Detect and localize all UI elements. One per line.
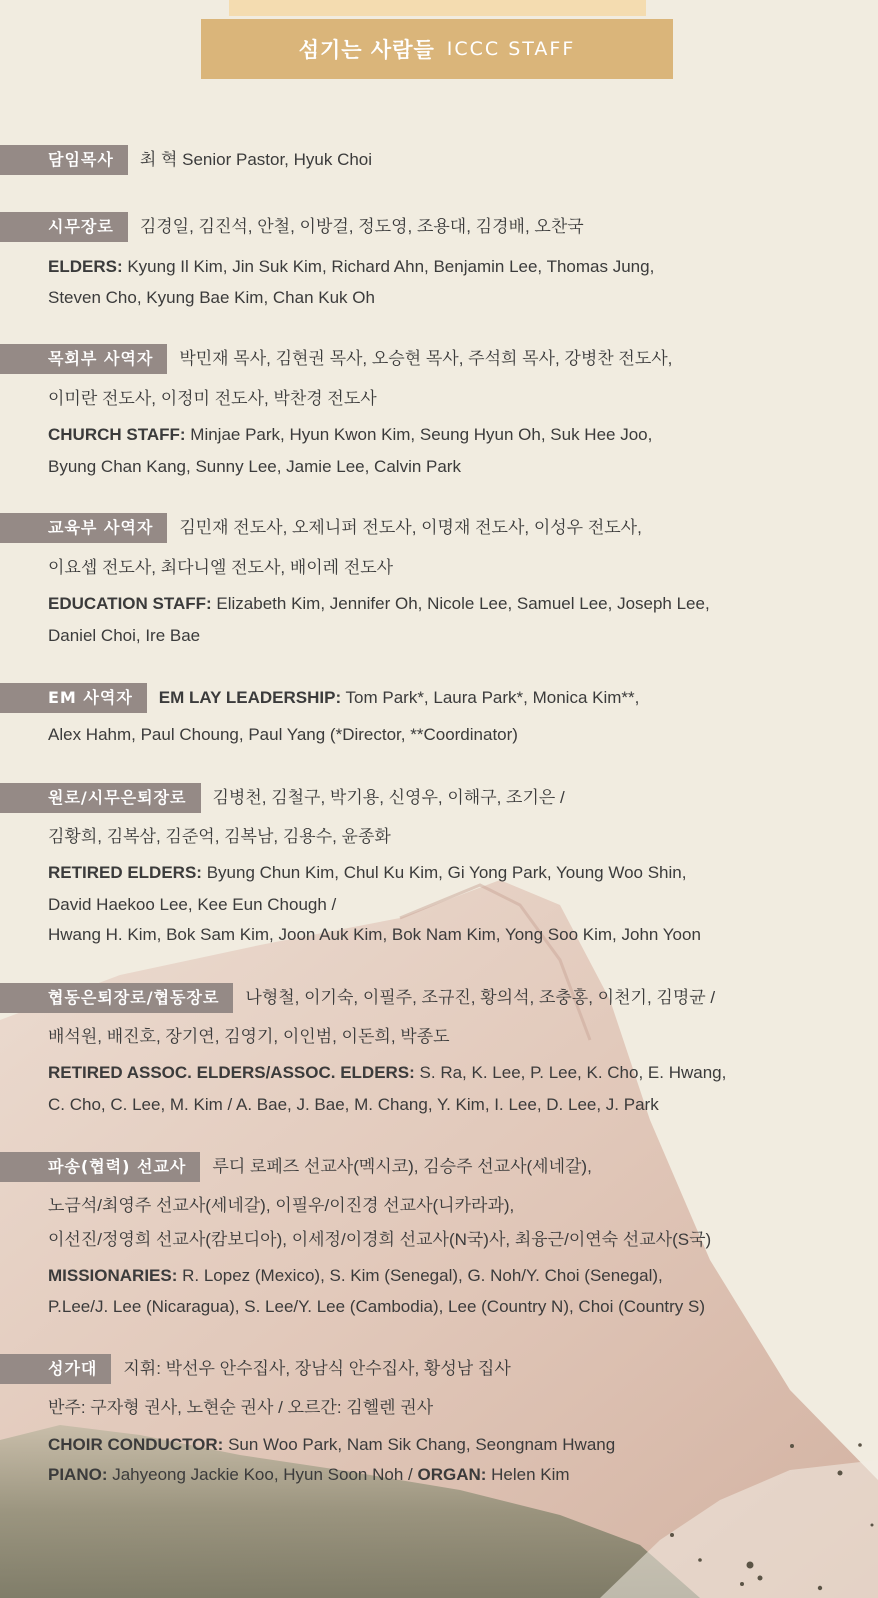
names-text: Daniel Choi, Ire Bae [48,626,201,645]
names-text: 나형철, 이기숙, 이필주, 조규진, 황의석, 조충홍, 이천기, 김명균 / [245,988,716,1007]
page-title-korean: 섬기는 사람들 [298,38,435,62]
names-text: Minjae Park, Hyun Kwon Kim, Seung Hyun Oh, Suk Hee Joo, [185,425,653,444]
section-line [48,858,686,888]
section-line [48,420,652,450]
names-text: 최 혁 Senior Pastor, Hyuk Choi [139,150,373,169]
english-role-label: RETIRED ASSOC. ELDERS/ASSOC. ELDERS: [48,1063,415,1082]
english-role-label: CHOIR CONDUCTOR: [48,1435,224,1454]
section-line [48,1191,514,1221]
section-label: 담임목사 [0,145,128,175]
section-line [48,553,393,583]
names-text: R. Lopez (Mexico), S. Kim (Senegal), G. Noh/Y. Choi (Senegal), [177,1266,663,1285]
english-role-label: ELDERS: [48,257,123,276]
section-line [48,621,200,651]
names-text: 김경일, 김진석, 안철, 이방걸, 정도영, 조용대, 김경배, 오찬국 [139,217,584,236]
names-text: 박민재 목사, 김현권 목사, 오승현 목사, 주석희 목사, 강병찬 전도사, [179,349,673,368]
english-role-label: CHURCH STAFF: [48,425,186,444]
section-label: 성가대 [0,1354,111,1384]
section-line [0,1354,511,1384]
section-line [48,452,461,482]
section-line [48,1090,659,1120]
section-label: EM 사역자 [0,683,147,713]
section-line [0,145,372,175]
english-role-label: ORGAN: [417,1465,487,1484]
section-line [0,683,639,713]
section-label: 시무장로 [0,212,128,242]
section-label: 목회부 사역자 [0,344,167,374]
names-text: Kyung Il Kim, Jin Suk Kim, Richard Ahn, Benjamin Lee, Thomas Jung, [122,257,655,276]
section-line [48,1022,450,1052]
section-line [48,920,701,950]
section-line [48,822,391,852]
section-label: 파송(협력) 선교사 [0,1152,200,1182]
section-line [0,344,672,374]
section-line [48,589,710,619]
names-text: 반주: 구자형 권사, 노현순 권사 / 오르간: 김헬렌 권사 [48,1398,434,1417]
section-line [48,890,336,920]
section-line [48,1292,705,1322]
section-label: 원로/시무은퇴장로 [0,783,201,813]
names-text: Jahyeong Jackie Koo, Hyun Soon Noh / [107,1465,418,1484]
names-text: 지휘: 박선우 안수집사, 장남식 안수집사, 황성남 집사 [123,1359,511,1378]
section-label: 협동은퇴장로/협동장로 [0,983,233,1013]
names-text: 배석원, 배진호, 장기연, 김영기, 이인범, 이돈희, 박종도 [48,1027,450,1046]
names-text: David Haekoo Lee, Kee Eun Chough / [48,895,337,914]
names-text: Elizabeth Kim, Jennifer Oh, Nicole Lee, Samuel Lee, Joseph Lee, [211,594,710,613]
names-text: Sun Woo Park, Nam Sik Chang, Seongnam Hwang [223,1435,616,1454]
english-role-label: MISSIONARIES: [48,1266,178,1285]
section-line [48,1261,663,1291]
section-line [0,513,642,543]
names-text: 노금석/최영주 선교사(세네갈), 이필우/이진경 선교사(니카라과), [48,1196,515,1215]
names-text: Byung Chun Kim, Chul Ku Kim, Gi Yong Park, Young Woo Shin, [201,863,687,882]
section-line [48,720,518,750]
names-text: 김민재 전도사, 오제니퍼 전도사, 이명재 전도사, 이성우 전도사, [179,518,642,537]
names-text: 이미란 전도사, 이정미 전도사, 박찬경 전도사 [48,389,377,408]
names-text: Tom Park*, Laura Park*, Monica Kim**, [341,688,640,707]
section-line [0,1152,592,1182]
section-line [48,1225,711,1255]
english-role-label: RETIRED ELDERS: [48,863,202,882]
names-text: 루디 로페즈 선교사(멕시코), 김승주 선교사(세네갈), [212,1157,592,1176]
names-text: C. Cho, C. Lee, M. Kim / A. Bae, J. Bae, M. Chang, Y. Kim, I. Lee, D. Lee, J. Park [48,1095,659,1114]
names-text: 이선진/정영희 선교사(캄보디아), 이세정/이경희 선교사(N국)사, 최융근/이연숙 선교사(S국) [48,1230,712,1249]
names-text: S. Ra, K. Lee, P. Lee, K. Cho, E. Hwang, [414,1063,727,1082]
names-text: 김병천, 김철구, 박기용, 신영우, 이해구, 조기은 / [212,788,565,807]
names-text: Alex Hahm, Paul Choung, Paul Yang (*Director, **Coordinator) [48,725,518,744]
names-text: Steven Cho, Kyung Bae Kim, Chan Kuk Oh [48,288,375,307]
section-line [48,1393,433,1423]
names-text: 김황희, 김복삼, 김준억, 김복남, 김용수, 윤종화 [48,827,391,846]
names-text: Hwang H. Kim, Bok Sam Kim, Joon Auk Kim, Bok Nam Kim, Yong Soo Kim, John Yoon [48,925,701,944]
english-role-label: PIANO: [48,1465,108,1484]
names-text: Helen Kim [486,1465,570,1484]
section-line [48,1430,615,1460]
names-text: P.Lee/J. Lee (Nicaragua), S. Lee/Y. Lee (Cambodia), Lee (Country N), Choi (Country S) [48,1297,706,1316]
names-text: 이요셉 전도사, 최다니엘 전도사, 배이레 전도사 [48,558,394,577]
section-line [48,252,654,282]
section-line [48,1058,726,1088]
names-text: Byung Chan Kang, Sunny Lee, Jamie Lee, Calvin Park [48,457,461,476]
page-title-english: ICCC STAFF [446,38,576,60]
english-role-label: EDUCATION STAFF: [48,594,212,613]
section-line [0,783,565,813]
section-line [48,283,375,313]
section-line [0,983,715,1013]
section-label: 교육부 사역자 [0,513,167,543]
section-line [48,1460,570,1490]
section-line [48,384,377,414]
section-line [0,212,584,242]
english-role-label: EM LAY LEADERSHIP: [158,688,342,707]
